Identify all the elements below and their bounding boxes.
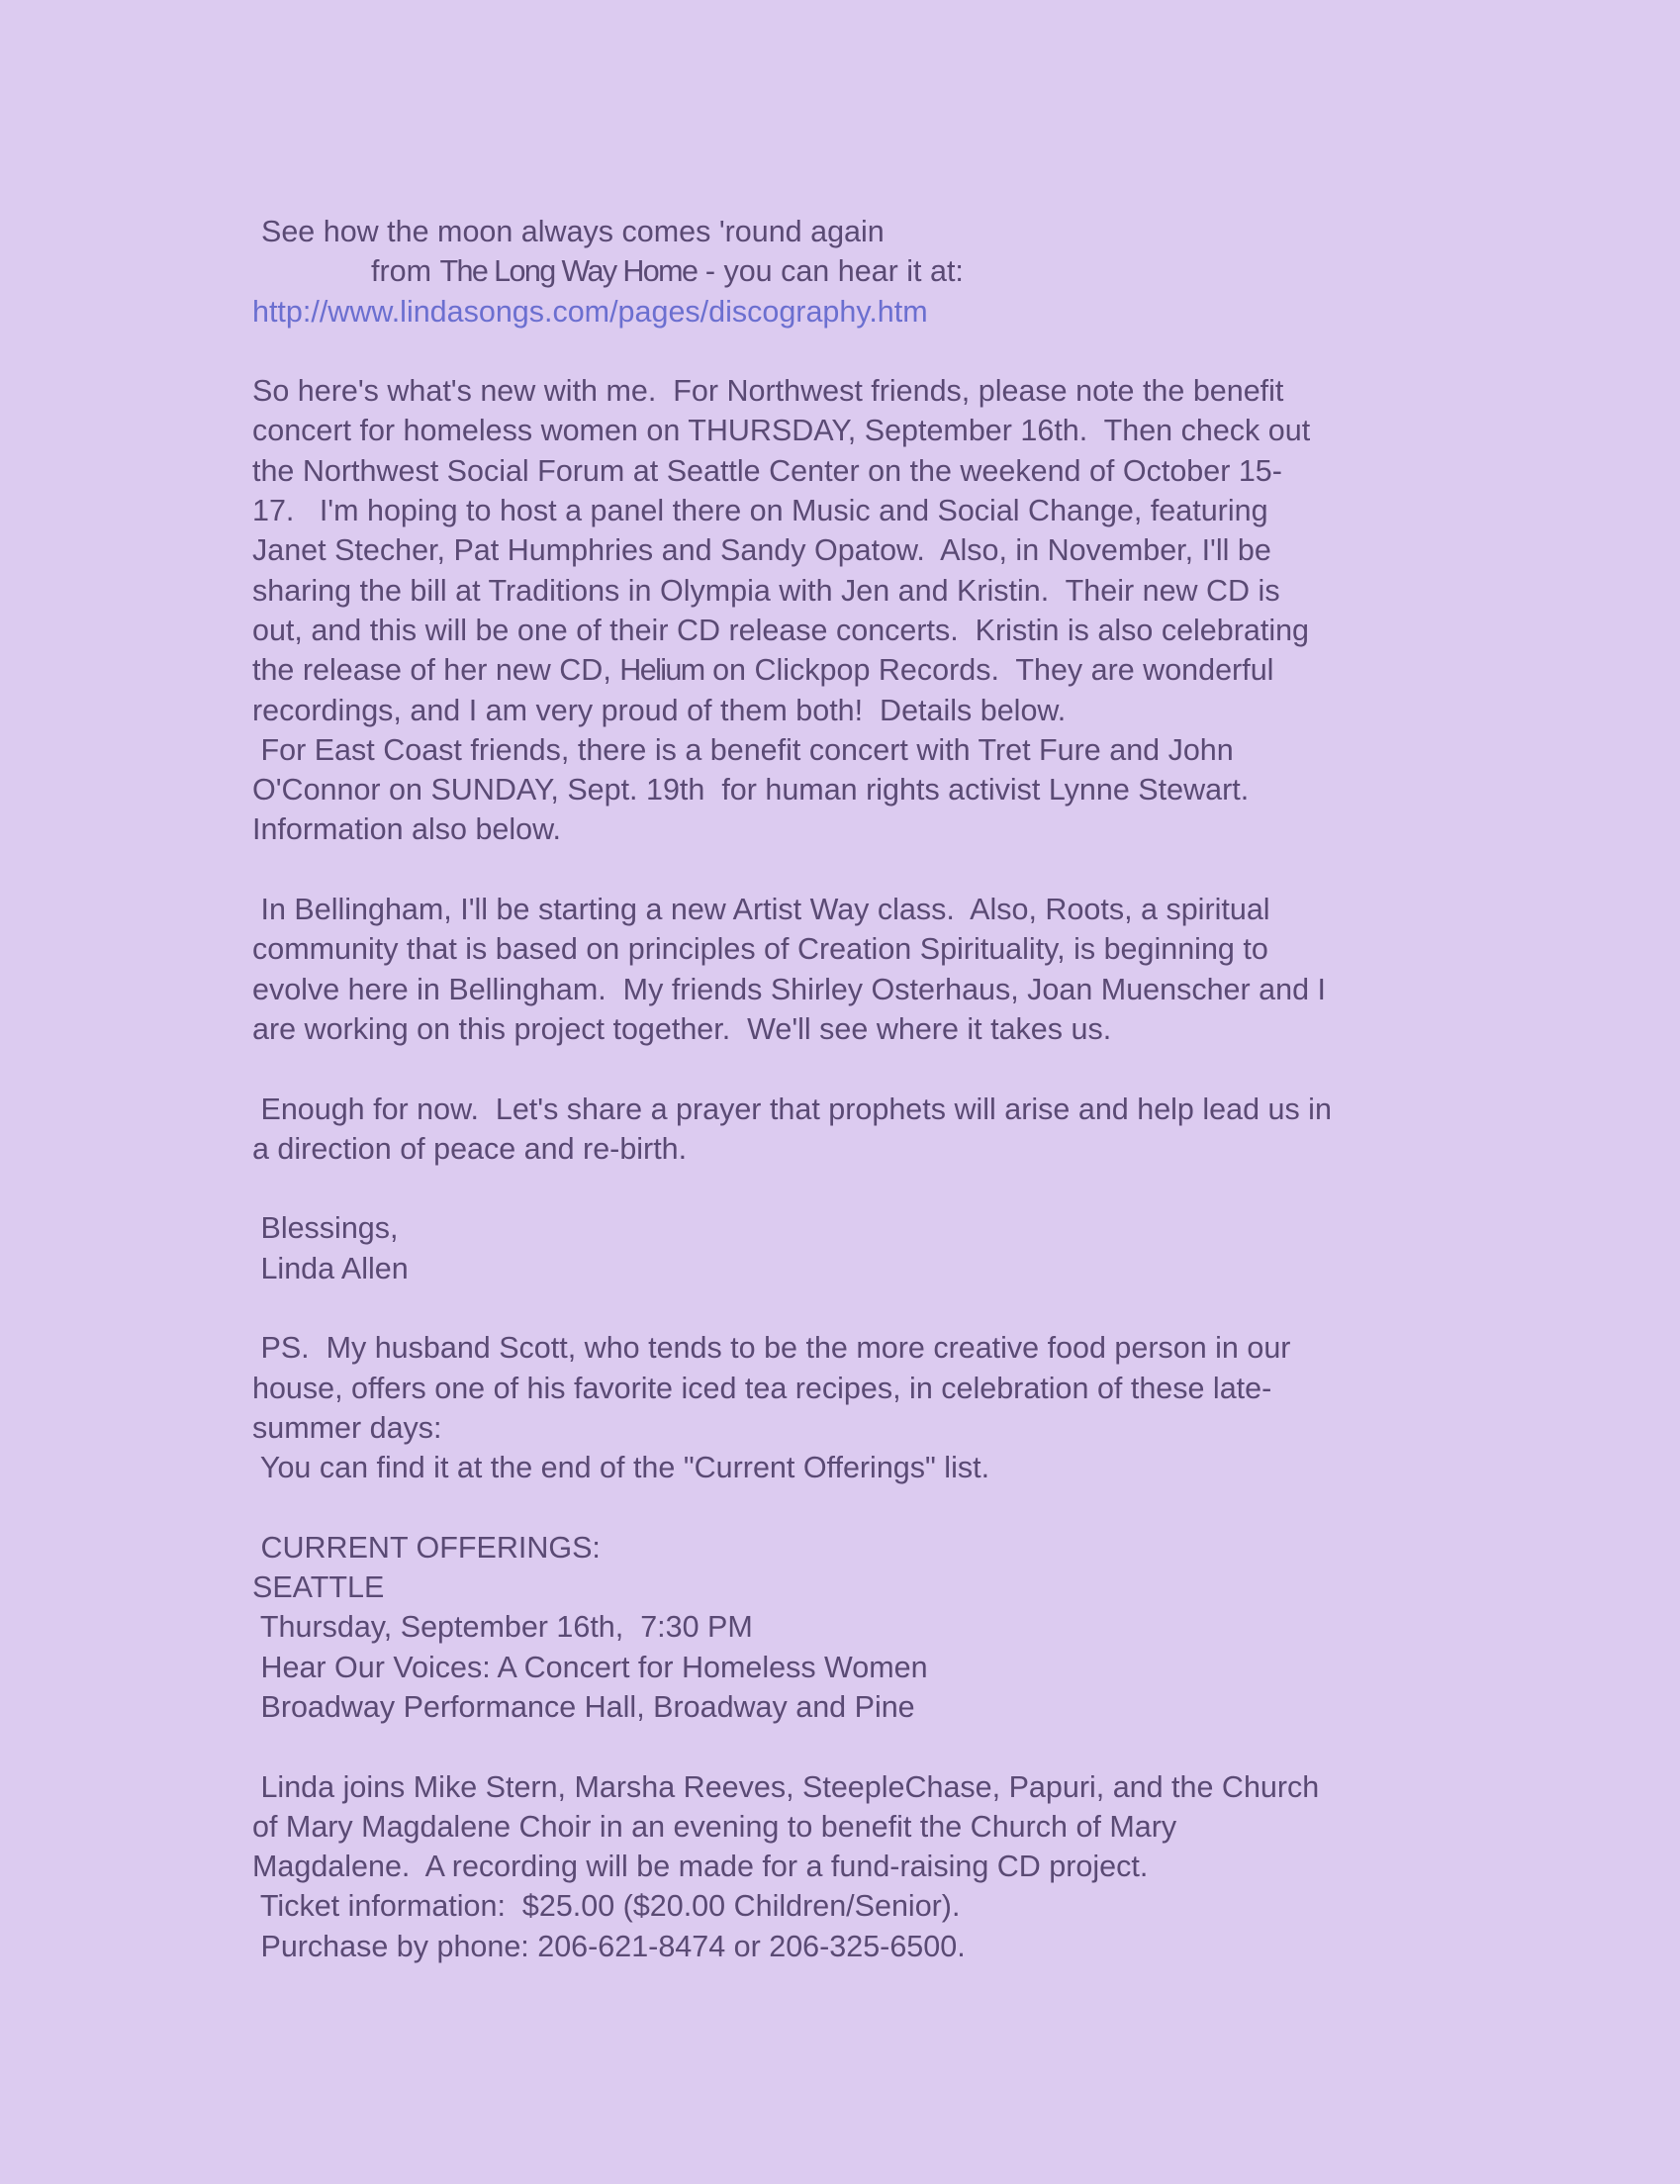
event-detail-line: Magdalene. A recording will be made for a fund-raising CD project.	[252, 1850, 1149, 1884]
helium-prefix: the release of her new CD,	[252, 653, 620, 688]
news-line: out, and this will be one of their CD release concerts. Kristin is also celebrating	[252, 613, 1310, 647]
spacer	[252, 332, 1499, 371]
signature-name: Linda Allen	[252, 1251, 409, 1285]
event-detail-line: Linda joins Mike Stern, Marsha Reeves, SteepleChase, Papuri, and the Church	[252, 1769, 1320, 1804]
news-line: For East Coast friends, there is a benefit concert with Tret Fure and John	[252, 732, 1234, 767]
ps-line: summer days:	[252, 1410, 442, 1445]
news-line: recordings, and I am very proud of them both! Details below.	[252, 693, 1067, 727]
spacer	[252, 1488, 1499, 1528]
event-detail-line: of Mary Magdalene Choir in an evening to benefit the Church of Mary	[252, 1809, 1177, 1844]
bellingham-line: community that is based on principles of Creation Spirituality, is beginning to	[252, 932, 1268, 967]
spacer	[252, 850, 1499, 890]
bellingham-line: In Bellingham, I'll be starting a new Artist Way class. Also, Roots, a spiritual	[252, 893, 1270, 927]
news-line: the Northwest Social Forum at Seattle Center on the weekend of October 15-	[252, 453, 1282, 488]
spacer	[252, 1169, 1499, 1208]
song-source-suffix: - you can hear it at:	[697, 254, 964, 289]
news-line: 17. I'm hoping to host a panel there on Music and Social Change, featuring	[252, 494, 1268, 528]
spacer	[252, 1049, 1499, 1089]
closing-line: a direction of peace and re-birth.	[252, 1131, 688, 1166]
event-detail-line: Ticket information: $25.00 ($20.00 Children/Senior).	[252, 1889, 961, 1924]
bellingham-line: are working on this project together. We'll see where it takes us.	[252, 1011, 1112, 1046]
song-source-prefix: from	[371, 254, 440, 289]
signature-greeting: Blessings,	[252, 1211, 399, 1246]
event-line: Broadway Performance Hall, Broadway and Pine	[252, 1689, 915, 1724]
spacer	[252, 1727, 1499, 1766]
discography-link[interactable]: http://www.lindasongs.com/pages/discography.htm	[252, 294, 928, 329]
event-line: Thursday, September 16th, 7:30 PM	[252, 1610, 753, 1645]
event-line: Hear Our Voices: A Concert for Homeless Women	[252, 1650, 928, 1684]
news-line: concert for homeless women on THURSDAY, September 16th. Then check out	[252, 414, 1311, 448]
news-line: So here's what's new with me. For Northwest friends, please note the benefit	[252, 374, 1284, 409]
helium-suffix: on Clickpop Records. They are wonderful	[703, 653, 1274, 688]
bellingham-line: evolve here in Bellingham. My friends Shirley Osterhaus, Joan Muenscher and I	[252, 972, 1326, 1006]
ps-line: You can find it at the end of the "Current Offerings" list.	[252, 1451, 990, 1485]
news-line: Janet Stecher, Pat Humphries and Sandy Opatow. Also, in November, I'll be	[252, 533, 1271, 568]
ps-line: PS. My husband Scott, who tends to be the more creative food person in our	[252, 1331, 1291, 1366]
news-line: Information also below.	[252, 812, 561, 847]
news-line: O'Connor on SUNDAY, Sept. 19th for human rights activist Lynne Stewart.	[252, 773, 1250, 807]
closing-line: Enough for now. Let's share a prayer that prophets will arise and help lead us in	[252, 1092, 1332, 1126]
letter-page	[252, 212, 1499, 1966]
news-line-helium	[252, 650, 1499, 690]
spacer	[252, 1288, 1499, 1328]
news-line: sharing the bill at Traditions in Olympia with Jen and Kristin. Their new CD is	[252, 573, 1280, 608]
album-title: The Long Way Home	[439, 254, 698, 289]
ps-line: house, offers one of his favorite iced tea recipes, in celebration of these late-	[252, 1371, 1272, 1405]
offerings-heading: CURRENT OFFERINGS:	[252, 1530, 601, 1565]
offerings-city: SEATTLE	[252, 1570, 385, 1605]
song-title: See how the moon always comes 'round again	[261, 215, 885, 248]
helium-cd-title: Helium	[619, 653, 704, 688]
event-detail-line: Purchase by phone: 206-621-8474 or 206-325-6500.	[252, 1929, 966, 1963]
song-source	[252, 251, 1499, 291]
